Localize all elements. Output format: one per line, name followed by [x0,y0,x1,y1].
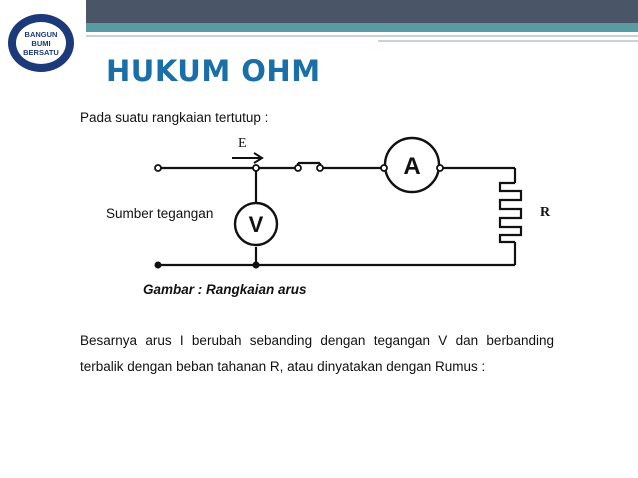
body-paragraph: Besarnya arus I berubah sebanding dengan tegangan V dan berbanding terbalik dengan beban tahanan R, atau dinyatakan dengan Rumus : [80,333,554,374]
node-bottom [253,262,260,269]
source-label: Sumber tegangan [106,206,214,221]
switch-contact-right [317,165,323,171]
ammeter-symbol: A [403,153,421,180]
ammeter-contact-left [381,165,387,171]
terminal-bottom-left [155,262,162,269]
intro-text: Pada suatu rangkaian tertutup : [80,110,269,125]
figure-caption: Gambar : Rangkaian arus [143,282,307,297]
label-r: R [540,205,551,220]
terminal-top-left [155,165,161,171]
node-top [253,165,259,171]
logo-text-line2: BERSATU [23,47,59,57]
page-title: HUKUM OHM [106,54,321,88]
label-e: E [238,136,247,151]
ammeter-contact-right [437,165,443,171]
logo-text-line1: BANGUN BUMI [24,29,58,48]
resistor-icon [500,183,521,242]
voltmeter-symbol: V [248,212,264,237]
switch-contact-left [295,165,301,171]
